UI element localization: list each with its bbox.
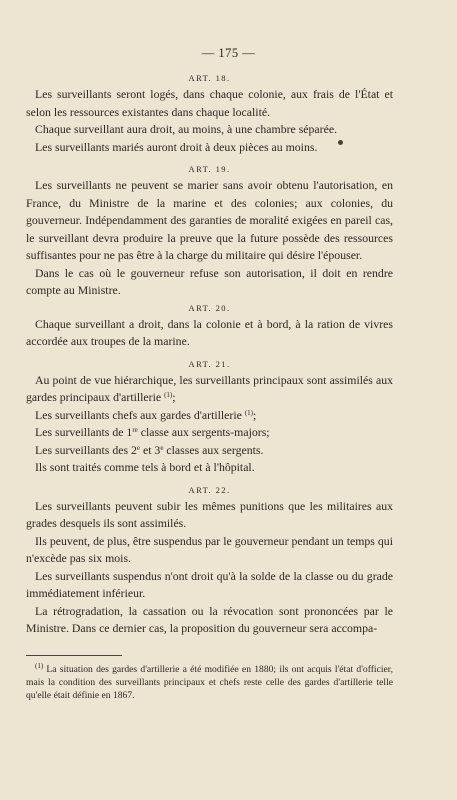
paragraph: La rétrogradation, la cassation ou la révocation sont prononcées par le Ministre. Dans ce dernier cas, la proposition du gouverneur sera accompa- <box>26 603 393 635</box>
paragraph <box>26 372 393 407</box>
footnote-text <box>26 663 393 702</box>
footnote-reference: (1) <box>164 391 173 399</box>
paragraph: Chaque surveillant a droit, dans la colonie et à bord, à la ration de vivres accordée aux troupes de la marine. <box>26 316 393 348</box>
body-text <box>26 70 393 638</box>
paragraph <box>26 424 393 442</box>
footnote-body: La situation des gardes d'artillerie a été modifiée en 1880; ils ont acquis l'état d'officier, mais la condition des surveillants principaux et chefs reste celle des gardes d'artillerie telle qu'elle était définie en 1867. <box>26 664 393 701</box>
paragraph: Chaque surveillant aura droit, au moins, à une chambre séparée. <box>35 122 338 136</box>
article-heading: ART. 18. <box>188 73 231 83</box>
paragraph-text: Au point de vue hiérarchique, les surveillants principaux sont assimilés aux gardes principaux d'artillerie <box>26 372 393 404</box>
paragraph-text: classes aux sergents. <box>163 442 264 457</box>
paragraph-text: ; <box>172 390 176 404</box>
paragraph-text: et 3 <box>140 442 161 457</box>
paragraph: Ils peuvent, de plus, être suspendus par le gouverneur pendant un temps qui n'excède pas six mois. <box>26 533 393 565</box>
ordinal-superscript: e <box>160 443 164 452</box>
paragraph: Les surveillants seront logés, dans chaque colonie, aux frais de l'État et selon les ressources existantes dans chaque localité. <box>26 87 393 119</box>
footnote <box>26 663 393 702</box>
footnote-reference: (1) <box>244 408 253 417</box>
paragraph <box>26 407 393 425</box>
paragraph: Dans le cas où le gouverneur refuse son autorisation, il doit en rendre compte au Ministre. <box>26 265 393 297</box>
article-heading: ART. 20. <box>188 302 231 313</box>
paragraph-text: Les surveillants des 2 <box>35 442 137 457</box>
paragraph-text: ; <box>252 407 257 422</box>
paragraph <box>26 442 393 460</box>
paragraph-text: classe aux sergents-majors; <box>137 425 270 439</box>
paragraph: Ils sont traités comme tels à bord et à l'hôpital. <box>35 460 255 474</box>
article-heading: ART. 21. <box>188 358 231 369</box>
ink-spot <box>338 140 343 145</box>
paragraph: Les surveillants ne peuvent se marier sans avoir obtenu l'autorisation, en France, du Ministre de la marine et des colonies; aux colonies, du gouverneur. Indépendamment des garanties de moralité exigées en pareil cas, le surveillant devra produire la preuve que la future possède des ressources suffisantes pour ne pas être à la charge du militaire qui désire l'épouser. <box>26 178 393 262</box>
paragraph: Les surveillants peuvent subir les mêmes punitions que les militaires aux grades desquels ils sont assimilés. <box>26 498 393 530</box>
footnote-marker: (1) <box>35 662 44 670</box>
ordinal-superscript: e <box>136 443 141 452</box>
paragraph: Les surveillants suspendus n'ont droit qu'à la solde de la classe ou du grade immédiatement inférieur. <box>26 568 393 600</box>
paragraph-text: Les surveillants chefs aux gardes d'artillerie <box>35 407 245 422</box>
page-number: — 175 — <box>201 46 256 60</box>
paragraph: Les surveillants mariés auront droit à deux pièces au moins. <box>35 139 318 154</box>
article-heading: ART. 19. <box>188 164 231 174</box>
footnote-divider <box>26 655 122 656</box>
article-heading: ART. 22. <box>188 484 231 495</box>
ordinal-superscript: re <box>132 426 138 434</box>
paragraph-text: Les surveillants de 1 <box>35 425 133 439</box>
